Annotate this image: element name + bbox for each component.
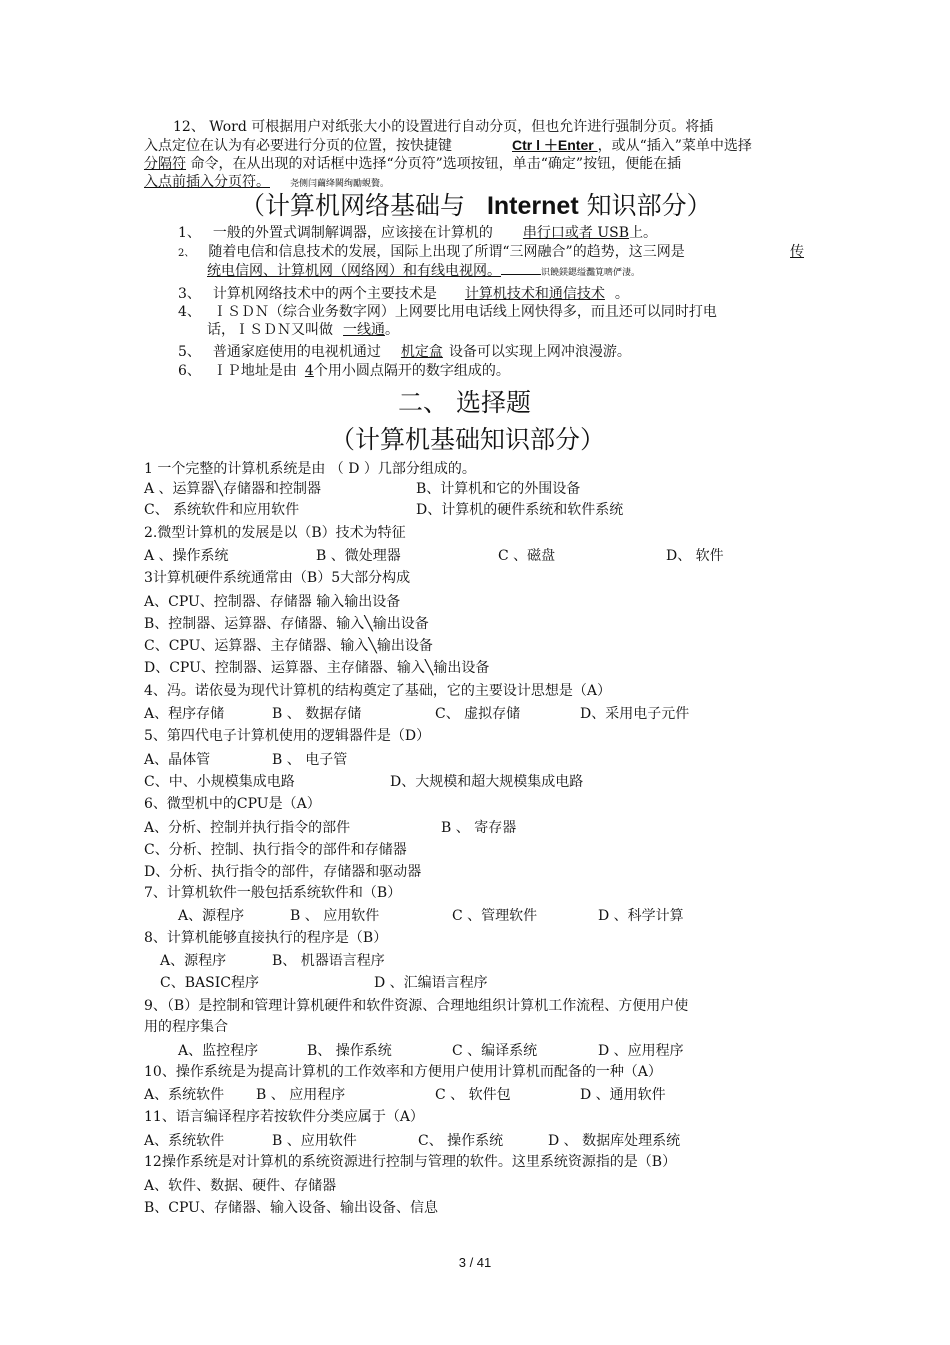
net-item-2-line-2 <box>207 262 640 282</box>
question-line: A、CPU、控制器、存储器 输入输出设备 <box>144 594 401 610</box>
section-heading-basics: （计算机基础知识部分） <box>330 425 606 454</box>
option-b: D、大规模和超大规模集成电路 <box>390 774 584 790</box>
separator-term: 分隔符 <box>144 156 186 172</box>
item-12-line-2 <box>144 136 752 155</box>
section-heading-choice: 二、 选择题 <box>398 388 531 417</box>
item-12-text: 入点前插入分页符。 <box>144 174 270 190</box>
option-d: D 、通用软件 <box>580 1087 666 1103</box>
option-c: C 、磁盘 <box>498 548 556 564</box>
item-answer: 4 <box>304 363 314 379</box>
net-item-4 <box>178 303 717 321</box>
question-line: 4、冯。诺依曼为现代计算机的结构奠定了基础，它的主要设计思想是（A） <box>144 683 612 699</box>
item-number: 2、 <box>178 248 195 259</box>
item-text: ＩＰ地址是由 <box>212 363 297 379</box>
option-b: B 、 应用程序 <box>256 1087 346 1103</box>
item-text: 话，ＩＳＤＮ又叫做 <box>207 322 333 338</box>
option-c: C 、编译系统 <box>452 1043 538 1059</box>
question-line: D、CPU、控制器、运算器、主存储器、输入╲输出设备 <box>144 660 490 676</box>
question-line: 7、计算机软件一般包括系统软件和（B） <box>144 885 402 901</box>
item-text: 普通家庭使用的电视机通过 <box>212 344 381 360</box>
question-line: C、分析、控制、执行指令的部件和存储器 <box>144 842 407 858</box>
option-a: A、源程序 <box>178 908 245 924</box>
item-number: 4、 <box>178 304 201 320</box>
item-answer: 计算机技术和通信技术 <box>464 286 605 302</box>
garbled-text: 尧侧闫繭绛闕绚勵蜆贅。 <box>290 179 390 189</box>
item-answer: 统电信网、计算机网（网络网）和有线电视网。 <box>207 263 501 279</box>
question-line: 2.微型计算机的发展是以（B）技术为特征 <box>144 525 406 541</box>
option-a: A、分析、控制并执行指令的部件 <box>144 820 351 836</box>
question-line: C、CPU、运算器、主存储器、输入╲输出设备 <box>144 638 433 654</box>
question-line: 8、计算机能够直接执行的程序是（B） <box>144 930 388 946</box>
net-item-5 <box>178 343 631 361</box>
option-b: B 、 应用软件 <box>290 908 380 924</box>
net-item-4-line-2 <box>207 321 399 339</box>
option-b: B 、微处理器 <box>316 548 401 564</box>
net-item-2 <box>178 243 685 263</box>
item-12-text: 命令，在从出现的对话框中选择“分页符”选项按钮，单击“确定”按钮，便能在插 <box>186 156 682 172</box>
item-12-line-1: 12、 Word 可根据用户对纸张大小的设置进行自动分页，但也允许进行强制分页。将插 <box>173 119 714 135</box>
option-a: A、程序存储 <box>144 706 225 722</box>
garbled-text: 识饒鎂鍶缢灩筧嚌俨淒。 <box>541 268 641 278</box>
option-b: B、 机器语言程序 <box>272 953 385 969</box>
net-item-1 <box>178 224 657 242</box>
item-text: 计算机网络技术中的两个主要技术是 <box>212 286 437 302</box>
option-d: D 、应用程序 <box>598 1043 684 1059</box>
question-line: A、软件、数据、硬件、存储器 <box>144 1178 337 1194</box>
option-c: C、 虚拟存储 <box>435 706 521 722</box>
option-b: B 、 电子管 <box>272 752 348 768</box>
option-b: D、计算机的硬件系统和软件系统 <box>416 502 624 518</box>
question-line: B、控制器、运算器、存储器、输入╲输出设备 <box>144 616 429 632</box>
option-b: B、计算机和它的外围设备 <box>416 481 581 497</box>
item-number: 5、 <box>178 344 201 360</box>
item-number: 6、 <box>178 363 201 379</box>
net-item-3 <box>178 285 629 303</box>
item-number: 3、 <box>178 286 201 302</box>
item-text: 。 <box>385 322 399 338</box>
option-a: A、晶体管 <box>144 752 211 768</box>
question-line: 10、操作系统是为提高计算机的工作效率和方便用户使用计算机而配备的一种（A） <box>144 1064 662 1080</box>
option-c: C 、管理软件 <box>452 908 538 924</box>
item-12-line-3 <box>144 155 681 173</box>
net-item-6 <box>178 362 510 380</box>
option-a: C、 系统软件和应用软件 <box>144 502 300 518</box>
option-d: D、 软件 <box>666 548 724 564</box>
option-b: B、 操作系统 <box>307 1043 392 1059</box>
page-number: 3 / 41 <box>458 1255 492 1270</box>
option-d: D 、科学计算 <box>598 908 684 924</box>
question-line: 5、第四代电子计算机使用的逻辑器件是（D） <box>144 728 431 744</box>
question-line: 6、微型机中的CPU是（A） <box>144 796 321 812</box>
option-d: D、采用电子元件 <box>580 706 690 722</box>
option-a: C、BASIC程序 <box>160 975 259 991</box>
option-b: B 、应用软件 <box>272 1133 357 1149</box>
option-a: A、系统软件 <box>144 1133 225 1149</box>
section-heading-network <box>240 191 712 221</box>
item-answer: 机定盒 <box>400 344 443 360</box>
item-text: 一般的外置式调制解调器，应该接在计算机的 <box>212 225 493 241</box>
item-12-text: ，或从“插入”菜单中选择 <box>597 138 752 154</box>
heading-part: （计算机网络基础与 <box>240 191 466 220</box>
option-a: A、源程序 <box>160 953 227 969</box>
question-line: 11、语言编译程序若按软件分类应属于（A） <box>144 1109 424 1125</box>
option-c: C、 操作系统 <box>418 1133 504 1149</box>
question-line: 1 一个完整的计算机系统是由 （ D ）几部分组成的。 <box>144 461 476 477</box>
item-text: 设备可以实现上网冲浪漫游。 <box>448 344 631 360</box>
option-a: C、中、小规模集成电路 <box>144 774 295 790</box>
question-line: 3计算机硬件系统通常由（B）5大部分构成 <box>144 570 411 586</box>
item-number: 1、 <box>178 225 201 241</box>
question-line: B、CPU、存储器、输入设备、输出设备、信息 <box>144 1200 438 1216</box>
item-text: 上。 <box>629 225 658 241</box>
item-answer: 串行口或者 USB <box>522 225 630 241</box>
heading-part: Internet <box>486 192 579 220</box>
question-line: 用的程序集合 <box>144 1019 228 1035</box>
option-b: D 、汇编语言程序 <box>374 975 488 991</box>
option-a: A、系统软件 <box>144 1087 225 1103</box>
item-text: 个用小圆点隔开的数字组成的。 <box>313 363 510 379</box>
net-item-2-answer-head: 传 <box>790 244 804 260</box>
option-a: A、监控程序 <box>178 1043 259 1059</box>
option-b: B 、 寄存器 <box>441 820 517 836</box>
shortcut-key: Ctr l ＋Enter <box>512 137 598 153</box>
item-text: 。 <box>614 286 629 302</box>
item-12-line-4 <box>144 173 389 193</box>
heading-part: 知识部分） <box>586 191 712 220</box>
question-line: 9、（B）是控制和管理计算机硬件和软件资源、合理地组织计算机工作流程、方便用户使 <box>144 998 689 1014</box>
item-answer: 一线通 <box>343 322 385 338</box>
item-text: 随着电信和信息技术的发展，国际上出现了所谓“三网融合”的趋势，这三网是 <box>208 244 685 260</box>
option-a: A 、运算器╲存储器和控制器 <box>144 481 321 497</box>
question-line: 12操作系统是对计算机的系统资源进行控制与管理的软件。这里系统资源指的是（B） <box>144 1154 677 1170</box>
option-a: A 、操作系统 <box>144 548 229 564</box>
question-line: D、分析、执行指令的部件，存储器和驱动器 <box>144 864 422 880</box>
item-text: ＩＳＤＮ（综合业务数字网）上网要比用电话线上网快得多，而且还可以同时打电 <box>212 304 717 320</box>
option-d: D 、 数据库处理系统 <box>548 1133 681 1149</box>
item-12-text: 入点定位在认为有必要进行分页的位置，按快捷键 <box>144 138 452 154</box>
option-c: C 、 软件包 <box>435 1087 511 1103</box>
option-b: B 、 数据存储 <box>272 706 362 722</box>
